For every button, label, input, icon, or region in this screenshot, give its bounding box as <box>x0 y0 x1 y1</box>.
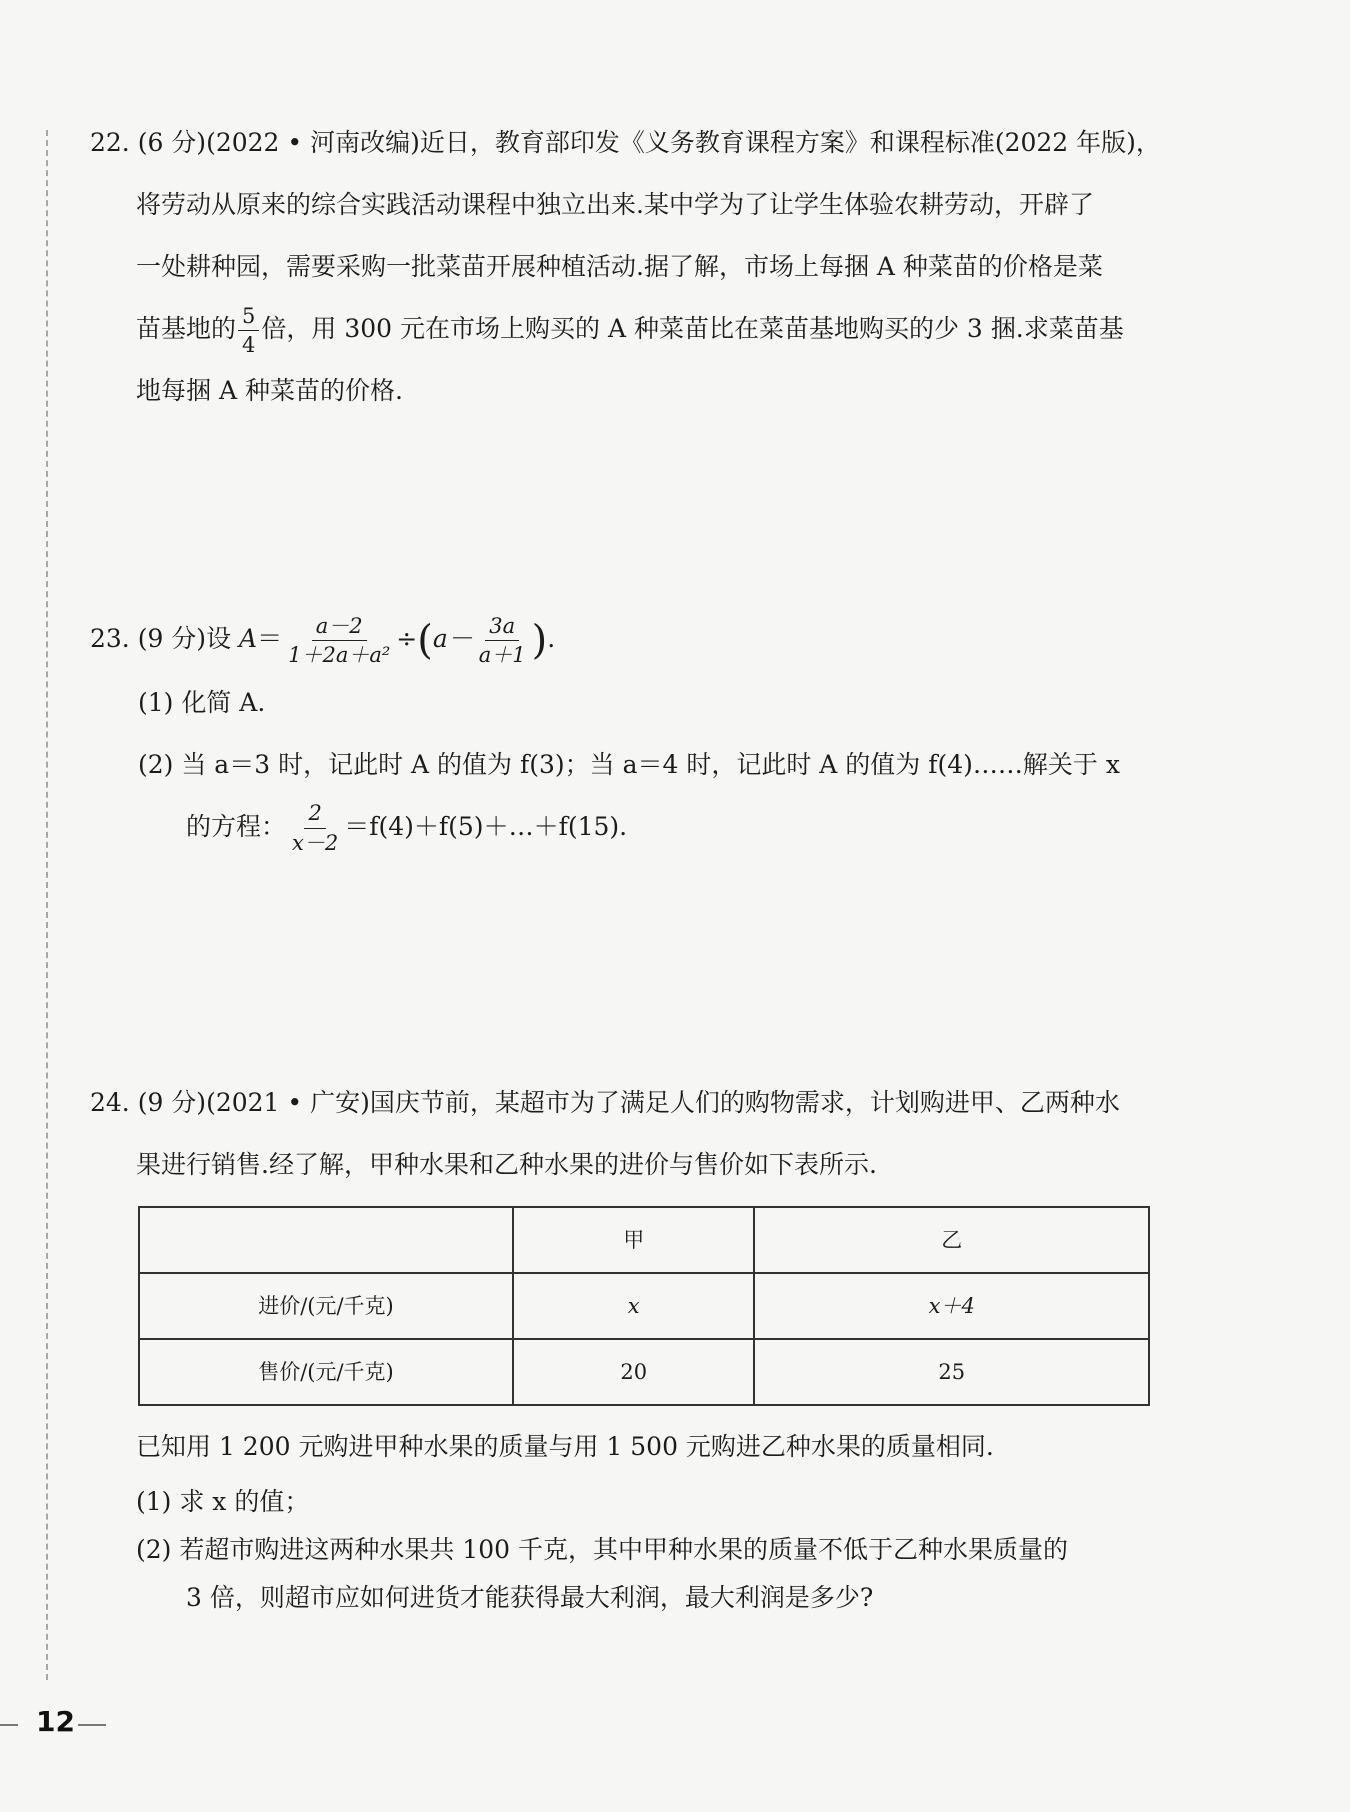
question-23 <box>90 608 1160 858</box>
q23-a-minus: a－ <box>432 624 473 653</box>
price-table-wrapper <box>138 1206 1160 1406</box>
table-cell: x＋4 <box>754 1273 1149 1339</box>
q24-part-2-continued: 3 倍，则超市应如何进货才能获得最大利润，最大利润是多少? <box>186 1583 874 1612</box>
table-cell: 售价/(元/千克) <box>139 1339 513 1405</box>
q22-line-4-post: 倍，用 300 元在市场上购买的 A 种菜苗比在菜苗基地购买的少 3 捆.求菜苗基 <box>261 314 1124 343</box>
fraction-denominator: 1＋2a＋a² <box>288 643 391 667</box>
page-number: 12 <box>36 1705 75 1738</box>
q23-part-2-pre: 的方程： <box>186 811 287 841</box>
table-cell: 20 <box>513 1339 754 1405</box>
q23-fraction-2 <box>475 614 530 667</box>
price-table <box>138 1206 1150 1406</box>
q23-left-paren: ( <box>417 617 433 664</box>
q23-prefix: 23. (9 分)设 <box>90 624 240 653</box>
footer-dash-right <box>78 1724 106 1726</box>
table-row <box>139 1273 1149 1339</box>
q24-part-2: (2) 若超市购进这两种水果共 100 千克，其中甲种水果的质量不低于乙种水果质量的 <box>136 1535 1068 1564</box>
q22-line-1: 22. (6 分)(2022 • 河南改编)近日，教育部印发《义务教育课程方案》和课程标准(2022 年版)， <box>90 128 1161 157</box>
table-header-cell <box>139 1207 513 1273</box>
q23-equals: ＝ <box>257 624 283 653</box>
fraction-denominator: x－2 <box>292 830 339 855</box>
q24-line-3: 已知用 1 200 元购进甲种水果的质量与用 1 500 元购进乙种水果的质量相同. <box>136 1432 994 1461</box>
q22-line-4-pre: 苗基地的 <box>136 314 237 343</box>
q22-line-3: 一处耕种园，需要采购一批菜苗开展种植活动.据了解，市场上每捆 A 种菜苗的价格是菜 <box>136 252 1103 281</box>
table-header-cell: 乙 <box>754 1207 1149 1273</box>
table-header-cell: 甲 <box>513 1207 754 1273</box>
footer-dash-left <box>0 1724 18 1726</box>
q23-part-2: (2) 当 a＝3 时，记此时 A 的值为 f(3)；当 a＝4 时，记此时 A 的值为 f(4)……解关于 x <box>138 749 1120 779</box>
table-row <box>139 1339 1149 1405</box>
q24-part-1: (1) 求 x 的值； <box>136 1487 310 1516</box>
q23-part-2-post: ＝f(4)＋f(5)＋…＋f(15). <box>344 811 628 841</box>
fraction-five-fourths <box>238 304 259 357</box>
table-cell: x <box>513 1273 754 1339</box>
q23-part-1: (1) 化简 A. <box>138 687 266 717</box>
fraction-denominator: 4 <box>242 333 256 357</box>
table-cell: 进价/(元/千克) <box>139 1273 513 1339</box>
fraction-denominator: a＋1 <box>478 643 526 667</box>
binding-margin-line <box>46 130 48 1680</box>
q24-line-2: 果进行销售.经了解，甲种水果和乙种水果的进价与售价如下表所示. <box>136 1150 877 1179</box>
fraction-numerator: 3a <box>485 614 519 641</box>
table-cell: 25 <box>754 1339 1149 1405</box>
table-header-row <box>139 1207 1149 1273</box>
fraction-numerator: 5 <box>238 304 259 331</box>
q22-line-5: 地每捆 A 种菜苗的价格. <box>136 376 403 405</box>
q23-formula-line <box>90 608 1160 672</box>
fraction-numerator: 2 <box>304 801 325 828</box>
q22-line-4 <box>90 298 1160 360</box>
q23-fraction-3 <box>288 801 342 854</box>
q23-part-2-equation <box>90 796 1160 858</box>
q23-period: . <box>547 624 556 653</box>
q22-line-2: 将劳动从原来的综合实践活动课程中独立出来.某中学为了让学生体验农耕劳动，开辟了 <box>136 190 1094 219</box>
q23-right-paren: ) <box>531 617 548 664</box>
q23-var-a: A <box>239 624 258 653</box>
question-22 <box>90 112 1160 422</box>
fraction-numerator: a－2 <box>312 614 367 641</box>
q23-fraction-1 <box>284 614 394 667</box>
question-24 <box>90 1072 1160 1622</box>
q23-divide: ÷ <box>396 624 418 653</box>
q24-line-1: 24. (9 分)(2021 • 广安)国庆节前，某超市为了满足人们的购物需求，计划购进甲、乙两种水 <box>90 1088 1120 1117</box>
